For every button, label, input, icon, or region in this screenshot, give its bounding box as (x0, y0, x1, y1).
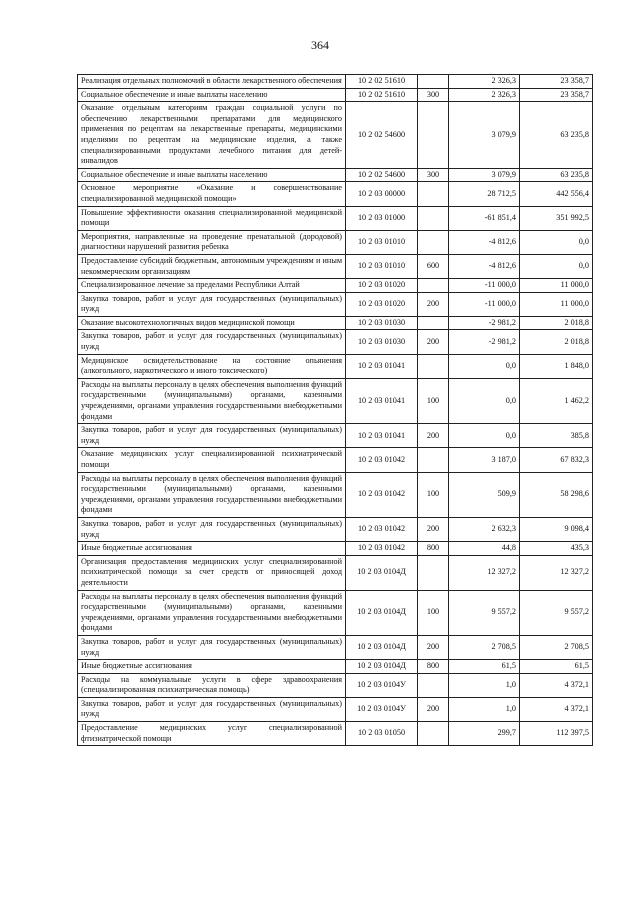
row-expense-type-cell (418, 316, 449, 330)
row-code-cell: 10 2 03 01030 (346, 330, 418, 354)
row-change-amount-cell: -11 000,0 (449, 292, 520, 316)
table-row (78, 660, 593, 674)
budget-table (77, 74, 593, 746)
table-row (78, 472, 593, 517)
row-code-cell: 10 2 03 01042 (346, 517, 418, 541)
table-row (78, 102, 593, 169)
row-expense-type-cell (418, 230, 449, 254)
row-code-cell: 10 2 03 01041 (346, 354, 418, 378)
table-row (78, 635, 593, 659)
row-expense-type-cell: 200 (418, 697, 449, 721)
row-code-cell: 10 2 03 01041 (346, 378, 418, 423)
table-row (78, 542, 593, 556)
table-row (78, 517, 593, 541)
row-code-cell: 10 2 03 01010 (346, 254, 418, 278)
table-row (78, 673, 593, 697)
row-change-amount-cell: 28 712,5 (449, 182, 520, 206)
row-change-amount-cell: 61,5 (449, 660, 520, 674)
row-total-amount-cell: 1 462,2 (520, 378, 593, 423)
table-row (78, 378, 593, 423)
row-code-cell: 10 2 03 0104У (346, 673, 418, 697)
row-change-amount-cell: -4 812,6 (449, 254, 520, 278)
row-change-amount-cell: 3 079,9 (449, 168, 520, 182)
row-total-amount-cell: 9 098,4 (520, 517, 593, 541)
table-row (78, 722, 593, 746)
row-total-amount-cell: 2 708,5 (520, 635, 593, 659)
row-name-cell: Мероприятия, направленные на проведение пренатальной (дородовой) диагностики нарушений развития ребенка (78, 230, 346, 254)
row-name-cell: Закупка товаров, работ и услуг для государственных (муниципальных) нужд (78, 697, 346, 721)
row-name-cell: Закупка товаров, работ и услуг для государственных (муниципальных) нужд (78, 424, 346, 448)
row-change-amount-cell: 12 327,2 (449, 555, 520, 590)
row-total-amount-cell: 435,3 (520, 542, 593, 556)
row-code-cell: 10 2 03 01020 (346, 292, 418, 316)
row-change-amount-cell: 0,0 (449, 354, 520, 378)
row-expense-type-cell: 200 (418, 330, 449, 354)
row-change-amount-cell: 509,9 (449, 472, 520, 517)
table-row (78, 448, 593, 472)
row-code-cell: 10 2 03 01010 (346, 230, 418, 254)
row-code-cell: 10 2 03 01042 (346, 472, 418, 517)
row-change-amount-cell: 44,8 (449, 542, 520, 556)
row-expense-type-cell: 100 (418, 590, 449, 635)
row-expense-type-cell: 100 (418, 378, 449, 423)
row-change-amount-cell: 3 079,9 (449, 102, 520, 169)
table-row (78, 590, 593, 635)
row-total-amount-cell: 11 000,0 (520, 292, 593, 316)
row-total-amount-cell: 112 397,5 (520, 722, 593, 746)
row-expense-type-cell (418, 354, 449, 378)
row-total-amount-cell: 351 992,5 (520, 206, 593, 230)
row-change-amount-cell: 0,0 (449, 378, 520, 423)
row-total-amount-cell: 23 358,7 (520, 75, 593, 89)
row-expense-type-cell (418, 448, 449, 472)
row-code-cell: 10 2 02 54600 (346, 168, 418, 182)
row-expense-type-cell: 200 (418, 424, 449, 448)
table-row (78, 230, 593, 254)
row-change-amount-cell: 1,0 (449, 697, 520, 721)
row-code-cell: 10 2 03 0104Д (346, 555, 418, 590)
row-change-amount-cell: -11 000,0 (449, 279, 520, 293)
row-change-amount-cell: 2 632,3 (449, 517, 520, 541)
row-change-amount-cell: 299,7 (449, 722, 520, 746)
row-code-cell: 10 2 03 01050 (346, 722, 418, 746)
row-code-cell: 10 2 03 01000 (346, 206, 418, 230)
row-expense-type-cell (418, 206, 449, 230)
table-row (78, 182, 593, 206)
row-total-amount-cell: 4 372,1 (520, 673, 593, 697)
row-name-cell: Предоставление субсидий бюджетным, автономным учреждениям и иным некоммерческим организациям (78, 254, 346, 278)
row-name-cell: Иные бюджетные ассигнования (78, 660, 346, 674)
table-row (78, 555, 593, 590)
row-code-cell: 10 2 02 51610 (346, 88, 418, 102)
row-total-amount-cell: 63 235,8 (520, 102, 593, 169)
table-row (78, 292, 593, 316)
row-code-cell: 10 2 03 0104Д (346, 590, 418, 635)
budget-table-body (78, 75, 593, 746)
table-row (78, 75, 593, 89)
row-expense-type-cell: 100 (418, 472, 449, 517)
row-total-amount-cell: 0,0 (520, 230, 593, 254)
row-expense-type-cell: 800 (418, 542, 449, 556)
row-name-cell: Расходы на выплаты персоналу в целях обеспечения выполнения функций государственными (муниципальными) органами, казенными учреждениями, органами управления государственными внебюджетными фондами (78, 590, 346, 635)
row-name-cell: Социальное обеспечение и иные выплаты населению (78, 168, 346, 182)
row-code-cell: 10 2 03 01042 (346, 448, 418, 472)
row-code-cell: 10 2 03 0104Д (346, 660, 418, 674)
row-total-amount-cell: 63 235,8 (520, 168, 593, 182)
row-total-amount-cell: 61,5 (520, 660, 593, 674)
row-name-cell: Закупка товаров, работ и услуг для государственных (муниципальных) нужд (78, 635, 346, 659)
table-row (78, 168, 593, 182)
row-total-amount-cell: 0,0 (520, 254, 593, 278)
row-expense-type-cell (418, 182, 449, 206)
row-name-cell: Повышение эффективности оказания специализированной медицинской помощи (78, 206, 346, 230)
row-change-amount-cell: 2 326,3 (449, 75, 520, 89)
row-name-cell: Реализация отдельных полномочий в области лекарственного обеспечения (78, 75, 346, 89)
row-change-amount-cell: -61 851,4 (449, 206, 520, 230)
row-change-amount-cell: -4 812,6 (449, 230, 520, 254)
row-code-cell: 10 2 03 01030 (346, 316, 418, 330)
row-expense-type-cell: 200 (418, 292, 449, 316)
row-name-cell: Оказание медицинских услуг специализированной психиатрической помощи (78, 448, 346, 472)
row-change-amount-cell: -2 981,2 (449, 316, 520, 330)
row-expense-type-cell (418, 673, 449, 697)
row-code-cell: 10 2 03 01020 (346, 279, 418, 293)
row-change-amount-cell: 1,0 (449, 673, 520, 697)
row-change-amount-cell: 3 187,0 (449, 448, 520, 472)
row-expense-type-cell: 200 (418, 635, 449, 659)
row-name-cell: Расходы на коммунальные услуги в сфере здравоохранения (специализированная психиатрическая помощь) (78, 673, 346, 697)
row-code-cell: 10 2 03 01042 (346, 542, 418, 556)
row-name-cell: Расходы на выплаты персоналу в целях обеспечения выполнения функций государственными (муниципальными) органами, казенными учреждениями, органами управления государственными внебюджетными фондами (78, 378, 346, 423)
row-expense-type-cell (418, 555, 449, 590)
row-name-cell: Основное мероприятие «Оказание и совершенствование специализированной медицинской помощи» (78, 182, 346, 206)
row-expense-type-cell: 200 (418, 517, 449, 541)
page-number: 364 (311, 38, 329, 52)
row-change-amount-cell: 9 557,2 (449, 590, 520, 635)
row-change-amount-cell: 2 708,5 (449, 635, 520, 659)
row-total-amount-cell: 2 018,8 (520, 316, 593, 330)
row-expense-type-cell: 800 (418, 660, 449, 674)
row-expense-type-cell: 600 (418, 254, 449, 278)
row-name-cell: Предоставление медицинских услуг специализированной фтизиатрической помощи (78, 722, 346, 746)
row-expense-type-cell (418, 722, 449, 746)
row-name-cell: Организация предоставления медицинских услуг специализированной психиатрической помощи за счет средств от приносящей доход деятельности (78, 555, 346, 590)
row-name-cell: Медицинское освидетельствование на состояние опьянения (алкогольного, наркотического и иного токсического) (78, 354, 346, 378)
row-expense-type-cell: 300 (418, 168, 449, 182)
table-row (78, 697, 593, 721)
table-row (78, 279, 593, 293)
table-row (78, 206, 593, 230)
row-code-cell: 10 2 03 0104Д (346, 635, 418, 659)
row-name-cell: Социальное обеспечение и иные выплаты населению (78, 88, 346, 102)
row-name-cell: Закупка товаров, работ и услуг для государственных (муниципальных) нужд (78, 292, 346, 316)
table-row (78, 316, 593, 330)
row-name-cell: Иные бюджетные ассигнования (78, 542, 346, 556)
row-total-amount-cell: 11 000,0 (520, 279, 593, 293)
table-row (78, 354, 593, 378)
row-total-amount-cell: 9 557,2 (520, 590, 593, 635)
row-code-cell: 10 2 03 0104У (346, 697, 418, 721)
row-total-amount-cell: 67 832,3 (520, 448, 593, 472)
row-expense-type-cell (418, 75, 449, 89)
row-change-amount-cell: -2 981,2 (449, 330, 520, 354)
row-change-amount-cell: 0,0 (449, 424, 520, 448)
row-name-cell: Закупка товаров, работ и услуг для государственных (муниципальных) нужд (78, 517, 346, 541)
row-total-amount-cell: 12 327,2 (520, 555, 593, 590)
table-row (78, 424, 593, 448)
row-name-cell: Оказание отдельным категориям граждан социальной услуги по обеспечению лекарственными препаратами для медицинского применения по рецептам на лекарственные препараты, медицинскими изделиями по рецептам на медицинские изделия, а также специализированными продуктами лечебного питания для детей-инвалидов (78, 102, 346, 169)
row-change-amount-cell: 2 326,3 (449, 88, 520, 102)
row-expense-type-cell: 300 (418, 88, 449, 102)
row-code-cell: 10 2 03 01041 (346, 424, 418, 448)
row-name-cell: Расходы на выплаты персоналу в целях обеспечения выполнения функций государственными (муниципальными) органами, казенными учреждениями, органами управления государственными внебюджетными фондами (78, 472, 346, 517)
row-code-cell: 10 2 02 54600 (346, 102, 418, 169)
row-total-amount-cell: 2 018,8 (520, 330, 593, 354)
row-total-amount-cell: 58 298,6 (520, 472, 593, 517)
row-total-amount-cell: 385,8 (520, 424, 593, 448)
row-total-amount-cell: 23 358,7 (520, 88, 593, 102)
table-row (78, 254, 593, 278)
row-expense-type-cell (418, 102, 449, 169)
table-row (78, 88, 593, 102)
row-code-cell: 10 2 03 00000 (346, 182, 418, 206)
row-name-cell: Специализированное лечение за пределами Республики Алтай (78, 279, 346, 293)
row-name-cell: Оказание высокотехнологичных видов медицинской помощи (78, 316, 346, 330)
row-total-amount-cell: 1 848,0 (520, 354, 593, 378)
row-code-cell: 10 2 02 51610 (346, 75, 418, 89)
row-total-amount-cell: 442 556,4 (520, 182, 593, 206)
row-name-cell: Закупка товаров, работ и услуг для государственных (муниципальных) нужд (78, 330, 346, 354)
row-expense-type-cell (418, 279, 449, 293)
row-total-amount-cell: 4 372,1 (520, 697, 593, 721)
table-row (78, 330, 593, 354)
